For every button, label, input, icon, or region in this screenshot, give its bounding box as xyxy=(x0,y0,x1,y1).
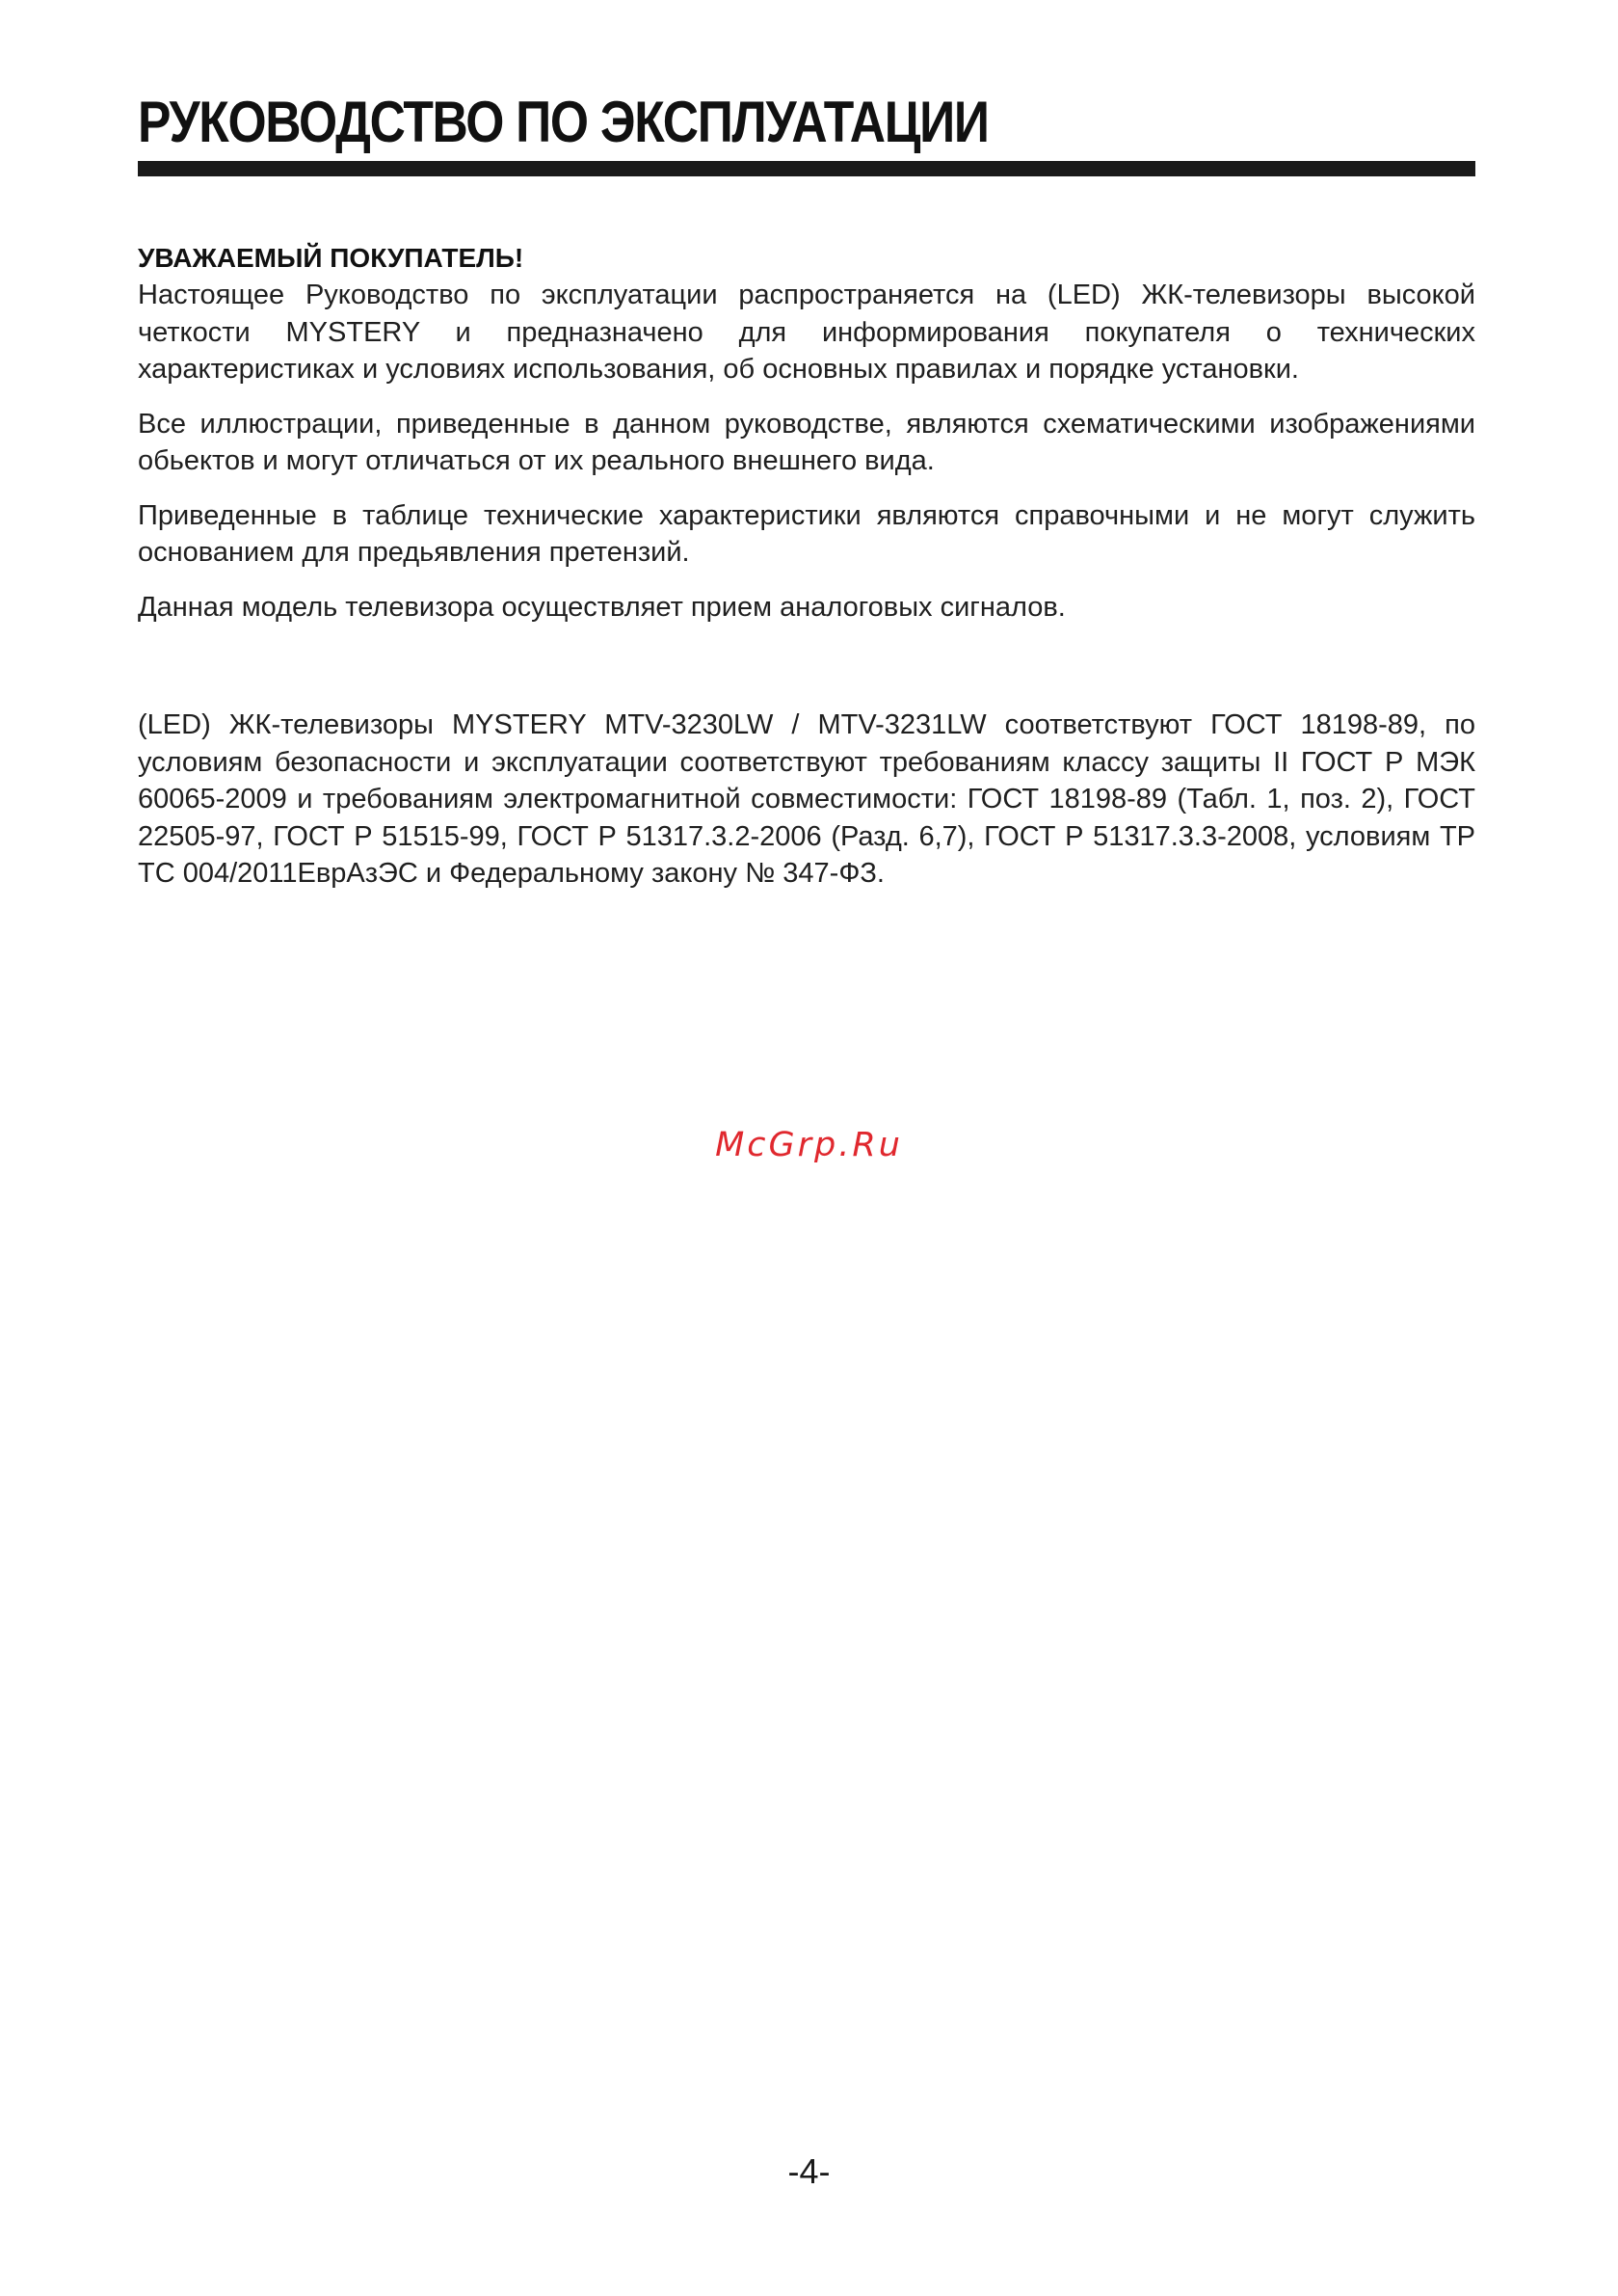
page-number: -4- xyxy=(787,2151,831,2191)
page-title: РУКОВОДСТВО ПО ЭКСПЛУАТАЦИИ xyxy=(138,90,989,154)
title-underline-rule xyxy=(138,161,1475,176)
illustrations-paragraph: Все иллюстрации, приведенные в данном руководстве, являются схематическими изображениями обьектов и могут отличаться от их реального внешнего вида. xyxy=(138,408,1475,476)
intro-section xyxy=(138,240,1475,626)
specifications-paragraph: Приведенные в таблице технические характеристики являются справочными и не могут служить основанием для предьявления претензий. xyxy=(138,499,1475,568)
greeting-heading: УВАЖАЕМЫЙ ПОКУПАТЕЛЬ! xyxy=(138,243,524,273)
analog-signal-paragraph: Данная модель телевизора осуществляет прием аналоговых сигналов. xyxy=(138,591,1066,623)
watermark-text: McGrp.Ru xyxy=(715,1126,903,1164)
compliance-paragraph: (LED) ЖК-телевизоры MYSTERY MTV-3230LW / MTV-3231LW соответствуют ГОСТ 18198-89, по условиям безопасности и эксплуатации соответствуют требованиям классу защиты II ГОСТ Р МЭК 60065-2009 и требованиям электромагнитной совместимости: ГОСТ 18198-89 (Табл. 1, поз. 2), ГОСТ 22505-97, ГОСТ Р 51515-99, ГОСТ Р 51317.3.2-2006 (Разд. 6,7), ГОСТ Р 51317.3.3-2008, условиям ТР ТС 004/2011ЕврАзЭС и Федеральному закону № 347-ФЗ. xyxy=(138,709,1475,889)
intro-paragraph: Настоящее Руководство по эксплуатации распространяется на (LED) ЖК-телевизоры высокой четкости MYSTERY и предназначено для информирования покупателя о технических характеристиках и условиях использования, об основных правилах и порядке установки. xyxy=(138,280,1475,385)
